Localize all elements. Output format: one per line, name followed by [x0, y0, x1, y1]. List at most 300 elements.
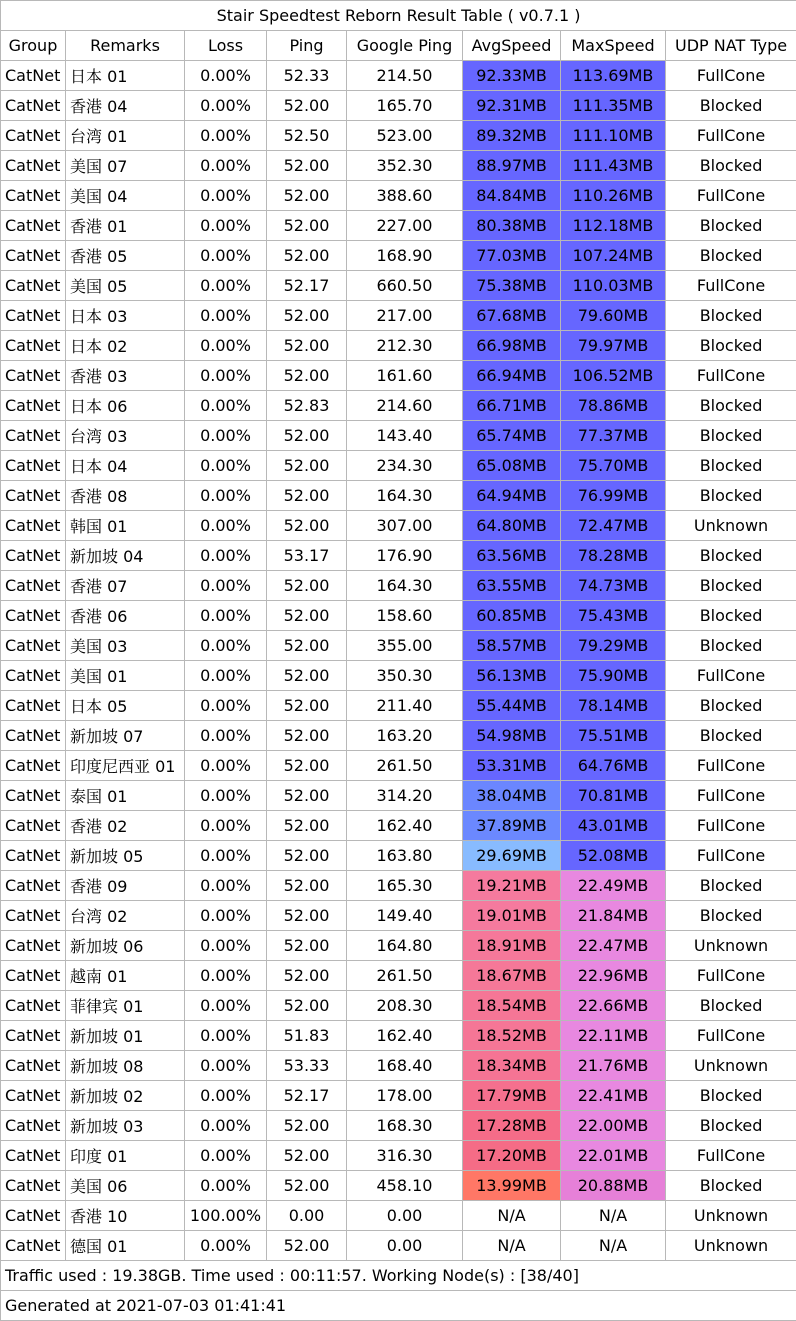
cell-avg-speed: 66.94MB [463, 361, 561, 391]
cell-ping: 52.00 [267, 751, 347, 781]
table-row [1, 781, 796, 811]
cell-loss: 0.00% [185, 541, 267, 571]
cell-loss: 0.00% [185, 91, 267, 121]
cell-max-speed: 22.11MB [561, 1021, 666, 1051]
cell-loss: 0.00% [185, 751, 267, 781]
cell-max-speed: 64.76MB [561, 751, 666, 781]
table-row [1, 571, 796, 601]
cell-loss: 0.00% [185, 871, 267, 901]
cell-group: CatNet [1, 901, 66, 931]
table-row [1, 1051, 796, 1081]
table-row [1, 751, 796, 781]
cell-group: CatNet [1, 151, 66, 181]
cell-group: CatNet [1, 61, 66, 91]
cell-loss: 0.00% [185, 901, 267, 931]
table-row [1, 391, 796, 421]
cell-udp-nat-type: FullCone [666, 751, 796, 781]
cell-max-speed: N/A [561, 1231, 666, 1261]
cell-avg-speed: 18.34MB [463, 1051, 561, 1081]
cell-ping: 52.00 [267, 1171, 347, 1201]
cell-avg-speed: 37.89MB [463, 811, 561, 841]
cell-group: CatNet [1, 661, 66, 691]
table-row [1, 331, 796, 361]
cell-group: CatNet [1, 1051, 66, 1081]
cell-google-ping: 168.30 [347, 1111, 463, 1141]
cell-max-speed: 22.00MB [561, 1111, 666, 1141]
cell-google-ping: 178.00 [347, 1081, 463, 1111]
cell-max-speed: 78.86MB [561, 391, 666, 421]
cell-avg-speed: 77.03MB [463, 241, 561, 271]
cell-max-speed: 21.84MB [561, 901, 666, 931]
cell-google-ping: 164.30 [347, 571, 463, 601]
cell-remarks: 德国 01 [66, 1231, 185, 1261]
table-row [1, 511, 796, 541]
cell-loss: 0.00% [185, 61, 267, 91]
cell-max-speed: 22.47MB [561, 931, 666, 961]
cell-group: CatNet [1, 211, 66, 241]
cell-loss: 0.00% [185, 601, 267, 631]
cell-ping: 52.00 [267, 601, 347, 631]
cell-remarks: 香港 08 [66, 481, 185, 511]
table-row [1, 1171, 796, 1201]
cell-remarks: 印度 01 [66, 1141, 185, 1171]
cell-max-speed: 70.81MB [561, 781, 666, 811]
cell-remarks: 菲律宾 01 [66, 991, 185, 1021]
cell-group: CatNet [1, 751, 66, 781]
cell-loss: 0.00% [185, 211, 267, 241]
cell-avg-speed: 65.08MB [463, 451, 561, 481]
cell-google-ping: 523.00 [347, 121, 463, 151]
cell-avg-speed: 66.71MB [463, 391, 561, 421]
cell-ping: 52.00 [267, 991, 347, 1021]
header-google-ping: Google Ping [347, 31, 463, 61]
cell-ping: 53.33 [267, 1051, 347, 1081]
cell-google-ping: 163.80 [347, 841, 463, 871]
table-row [1, 871, 796, 901]
cell-remarks: 新加坡 03 [66, 1111, 185, 1141]
cell-remarks: 泰国 01 [66, 781, 185, 811]
cell-ping: 52.00 [267, 661, 347, 691]
cell-udp-nat-type: Blocked [666, 1111, 796, 1141]
cell-group: CatNet [1, 301, 66, 331]
cell-google-ping: 227.00 [347, 211, 463, 241]
cell-avg-speed: 53.31MB [463, 751, 561, 781]
cell-avg-speed: 64.80MB [463, 511, 561, 541]
table-row [1, 1111, 796, 1141]
cell-ping: 52.00 [267, 181, 347, 211]
cell-max-speed: 78.14MB [561, 691, 666, 721]
cell-loss: 0.00% [185, 841, 267, 871]
cell-group: CatNet [1, 481, 66, 511]
cell-loss: 0.00% [185, 661, 267, 691]
table-row [1, 271, 796, 301]
cell-google-ping: 0.00 [347, 1201, 463, 1231]
cell-avg-speed: 19.01MB [463, 901, 561, 931]
cell-loss: 0.00% [185, 331, 267, 361]
cell-remarks: 日本 05 [66, 691, 185, 721]
table-row [1, 721, 796, 751]
cell-ping: 52.00 [267, 211, 347, 241]
cell-google-ping: 261.50 [347, 961, 463, 991]
cell-remarks: 日本 04 [66, 451, 185, 481]
cell-remarks: 美国 03 [66, 631, 185, 661]
cell-max-speed: 111.43MB [561, 151, 666, 181]
cell-max-speed: 52.08MB [561, 841, 666, 871]
cell-google-ping: 176.90 [347, 541, 463, 571]
cell-avg-speed: 92.31MB [463, 91, 561, 121]
cell-ping: 52.00 [267, 331, 347, 361]
cell-avg-speed: 17.28MB [463, 1111, 561, 1141]
cell-avg-speed: 63.56MB [463, 541, 561, 571]
cell-ping: 52.00 [267, 571, 347, 601]
cell-max-speed: N/A [561, 1201, 666, 1231]
cell-udp-nat-type: FullCone [666, 181, 796, 211]
cell-loss: 0.00% [185, 511, 267, 541]
cell-udp-nat-type: Blocked [666, 601, 796, 631]
cell-udp-nat-type: FullCone [666, 961, 796, 991]
cell-udp-nat-type: Blocked [666, 571, 796, 601]
cell-group: CatNet [1, 1081, 66, 1111]
cell-avg-speed: 18.52MB [463, 1021, 561, 1051]
table-row [1, 631, 796, 661]
cell-ping: 52.00 [267, 721, 347, 751]
cell-udp-nat-type: FullCone [666, 1141, 796, 1171]
cell-ping: 52.00 [267, 151, 347, 181]
cell-loss: 0.00% [185, 121, 267, 151]
cell-group: CatNet [1, 91, 66, 121]
cell-group: CatNet [1, 931, 66, 961]
cell-group: CatNet [1, 121, 66, 151]
cell-loss: 0.00% [185, 1111, 267, 1141]
cell-remarks: 新加坡 07 [66, 721, 185, 751]
cell-udp-nat-type: FullCone [666, 121, 796, 151]
cell-avg-speed: 13.99MB [463, 1171, 561, 1201]
cell-max-speed: 22.41MB [561, 1081, 666, 1111]
cell-loss: 0.00% [185, 691, 267, 721]
cell-remarks: 美国 01 [66, 661, 185, 691]
cell-loss: 0.00% [185, 451, 267, 481]
cell-udp-nat-type: FullCone [666, 841, 796, 871]
cell-loss: 0.00% [185, 1081, 267, 1111]
cell-google-ping: 158.60 [347, 601, 463, 631]
cell-udp-nat-type: Blocked [666, 691, 796, 721]
cell-remarks: 香港 05 [66, 241, 185, 271]
cell-group: CatNet [1, 271, 66, 301]
cell-avg-speed: 80.38MB [463, 211, 561, 241]
cell-remarks: 日本 01 [66, 61, 185, 91]
cell-avg-speed: 18.67MB [463, 961, 561, 991]
cell-remarks: 香港 03 [66, 361, 185, 391]
cell-ping: 52.00 [267, 451, 347, 481]
cell-group: CatNet [1, 691, 66, 721]
cell-google-ping: 143.40 [347, 421, 463, 451]
cell-group: CatNet [1, 241, 66, 271]
cell-loss: 0.00% [185, 421, 267, 451]
table-row [1, 211, 796, 241]
table-row [1, 121, 796, 151]
cell-udp-nat-type: FullCone [666, 811, 796, 841]
cell-google-ping: 0.00 [347, 1231, 463, 1261]
cell-loss: 100.00% [185, 1201, 267, 1231]
cell-remarks: 美国 07 [66, 151, 185, 181]
table-row [1, 61, 796, 91]
header-remarks: Remarks [66, 31, 185, 61]
cell-ping: 52.00 [267, 1141, 347, 1171]
header-row [1, 31, 796, 61]
cell-ping: 52.17 [267, 271, 347, 301]
table-row [1, 361, 796, 391]
cell-remarks: 台湾 02 [66, 901, 185, 931]
cell-ping: 52.00 [267, 1111, 347, 1141]
cell-udp-nat-type: Blocked [666, 421, 796, 451]
cell-udp-nat-type: Blocked [666, 301, 796, 331]
cell-max-speed: 106.52MB [561, 361, 666, 391]
cell-remarks: 韩国 01 [66, 511, 185, 541]
cell-loss: 0.00% [185, 1021, 267, 1051]
cell-group: CatNet [1, 721, 66, 751]
cell-remarks: 印度尼西亚 01 [66, 751, 185, 781]
cell-google-ping: 168.90 [347, 241, 463, 271]
cell-group: CatNet [1, 1201, 66, 1231]
cell-remarks: 新加坡 04 [66, 541, 185, 571]
cell-ping: 52.83 [267, 391, 347, 421]
cell-google-ping: 350.30 [347, 661, 463, 691]
cell-google-ping: 164.30 [347, 481, 463, 511]
cell-remarks: 香港 02 [66, 811, 185, 841]
cell-group: CatNet [1, 391, 66, 421]
cell-google-ping: 162.40 [347, 1021, 463, 1051]
cell-udp-nat-type: Blocked [666, 211, 796, 241]
cell-ping: 52.00 [267, 631, 347, 661]
cell-ping: 52.17 [267, 1081, 347, 1111]
cell-udp-nat-type: Blocked [666, 631, 796, 661]
cell-max-speed: 43.01MB [561, 811, 666, 841]
cell-udp-nat-type: Blocked [666, 331, 796, 361]
cell-group: CatNet [1, 361, 66, 391]
cell-remarks: 香港 04 [66, 91, 185, 121]
cell-remarks: 香港 01 [66, 211, 185, 241]
cell-loss: 0.00% [185, 271, 267, 301]
cell-max-speed: 22.96MB [561, 961, 666, 991]
cell-udp-nat-type: Unknown [666, 1051, 796, 1081]
cell-ping: 52.33 [267, 61, 347, 91]
header-loss: Loss [185, 31, 267, 61]
cell-group: CatNet [1, 181, 66, 211]
cell-google-ping: 164.80 [347, 931, 463, 961]
cell-google-ping: 149.40 [347, 901, 463, 931]
cell-ping: 52.00 [267, 811, 347, 841]
cell-max-speed: 111.35MB [561, 91, 666, 121]
cell-max-speed: 21.76MB [561, 1051, 666, 1081]
table-row [1, 541, 796, 571]
cell-loss: 0.00% [185, 1051, 267, 1081]
cell-udp-nat-type: Blocked [666, 241, 796, 271]
table-row [1, 1081, 796, 1111]
cell-udp-nat-type: Unknown [666, 1201, 796, 1231]
table-row [1, 811, 796, 841]
cell-google-ping: 165.70 [347, 91, 463, 121]
cell-google-ping: 352.30 [347, 151, 463, 181]
cell-max-speed: 113.69MB [561, 61, 666, 91]
cell-udp-nat-type: Blocked [666, 451, 796, 481]
cell-loss: 0.00% [185, 1141, 267, 1171]
cell-google-ping: 307.00 [347, 511, 463, 541]
cell-remarks: 台湾 03 [66, 421, 185, 451]
cell-udp-nat-type: FullCone [666, 271, 796, 301]
cell-max-speed: 112.18MB [561, 211, 666, 241]
cell-google-ping: 214.60 [347, 391, 463, 421]
cell-group: CatNet [1, 451, 66, 481]
cell-avg-speed: 65.74MB [463, 421, 561, 451]
cell-avg-speed: 18.91MB [463, 931, 561, 961]
cell-group: CatNet [1, 571, 66, 601]
header-avg-speed: AvgSpeed [463, 31, 561, 61]
cell-loss: 0.00% [185, 721, 267, 751]
cell-avg-speed: 58.57MB [463, 631, 561, 661]
cell-loss: 0.00% [185, 481, 267, 511]
cell-remarks: 新加坡 06 [66, 931, 185, 961]
cell-avg-speed: 19.21MB [463, 871, 561, 901]
cell-google-ping: 314.20 [347, 781, 463, 811]
cell-avg-speed: N/A [463, 1201, 561, 1231]
cell-remarks: 新加坡 02 [66, 1081, 185, 1111]
cell-max-speed: 75.90MB [561, 661, 666, 691]
cell-loss: 0.00% [185, 571, 267, 601]
cell-max-speed: 76.99MB [561, 481, 666, 511]
table-row [1, 1231, 796, 1261]
cell-avg-speed: 60.85MB [463, 601, 561, 631]
cell-udp-nat-type: Blocked [666, 151, 796, 181]
cell-google-ping: 316.30 [347, 1141, 463, 1171]
table-row [1, 601, 796, 631]
cell-max-speed: 110.03MB [561, 271, 666, 301]
table-row [1, 901, 796, 931]
cell-ping: 52.00 [267, 961, 347, 991]
cell-max-speed: 22.66MB [561, 991, 666, 1021]
cell-google-ping: 161.60 [347, 361, 463, 391]
table-row [1, 91, 796, 121]
cell-avg-speed: 54.98MB [463, 721, 561, 751]
cell-max-speed: 78.28MB [561, 541, 666, 571]
traffic-summary: Traffic used : 19.38GB. Time used : 00:11:57. Working Node(s) : [38/40] [1, 1261, 796, 1291]
cell-group: CatNet [1, 331, 66, 361]
cell-remarks: 新加坡 05 [66, 841, 185, 871]
cell-avg-speed: 84.84MB [463, 181, 561, 211]
cell-loss: 0.00% [185, 811, 267, 841]
header-group: Group [1, 31, 66, 61]
cell-avg-speed: 38.04MB [463, 781, 561, 811]
cell-udp-nat-type: Blocked [666, 481, 796, 511]
table-row [1, 841, 796, 871]
cell-loss: 0.00% [185, 781, 267, 811]
cell-remarks: 台湾 01 [66, 121, 185, 151]
cell-avg-speed: 67.68MB [463, 301, 561, 331]
cell-ping: 53.17 [267, 541, 347, 571]
table-row [1, 1201, 796, 1231]
table-row [1, 301, 796, 331]
cell-google-ping: 214.50 [347, 61, 463, 91]
cell-ping: 52.00 [267, 241, 347, 271]
cell-max-speed: 20.88MB [561, 1171, 666, 1201]
cell-max-speed: 75.51MB [561, 721, 666, 751]
cell-google-ping: 217.00 [347, 301, 463, 331]
cell-ping: 52.00 [267, 841, 347, 871]
generated-row [1, 1291, 796, 1321]
cell-google-ping: 388.60 [347, 181, 463, 211]
cell-avg-speed: 17.79MB [463, 1081, 561, 1111]
cell-max-speed: 107.24MB [561, 241, 666, 271]
cell-udp-nat-type: Blocked [666, 901, 796, 931]
cell-avg-speed: 55.44MB [463, 691, 561, 721]
table-row [1, 991, 796, 1021]
cell-max-speed: 74.73MB [561, 571, 666, 601]
cell-ping: 52.50 [267, 121, 347, 151]
table-row [1, 1141, 796, 1171]
cell-avg-speed: 89.32MB [463, 121, 561, 151]
cell-loss: 0.00% [185, 361, 267, 391]
cell-udp-nat-type: Blocked [666, 991, 796, 1021]
header-udp-nat-type: UDP NAT Type [666, 31, 796, 61]
cell-google-ping: 168.40 [347, 1051, 463, 1081]
cell-google-ping: 660.50 [347, 271, 463, 301]
cell-remarks: 香港 09 [66, 871, 185, 901]
cell-max-speed: 75.43MB [561, 601, 666, 631]
cell-group: CatNet [1, 961, 66, 991]
cell-udp-nat-type: FullCone [666, 661, 796, 691]
cell-remarks: 新加坡 01 [66, 1021, 185, 1051]
table-row [1, 961, 796, 991]
cell-ping: 52.00 [267, 301, 347, 331]
cell-udp-nat-type: Unknown [666, 1231, 796, 1261]
cell-ping: 52.00 [267, 1231, 347, 1261]
cell-remarks: 新加坡 08 [66, 1051, 185, 1081]
cell-remarks: 美国 05 [66, 271, 185, 301]
cell-ping: 52.00 [267, 481, 347, 511]
generated-timestamp: Generated at 2021-07-03 01:41:41 [1, 1291, 796, 1321]
cell-udp-nat-type: Blocked [666, 1081, 796, 1111]
cell-loss: 0.00% [185, 151, 267, 181]
cell-avg-speed: 56.13MB [463, 661, 561, 691]
cell-max-speed: 22.01MB [561, 1141, 666, 1171]
cell-ping: 52.00 [267, 901, 347, 931]
cell-google-ping: 261.50 [347, 751, 463, 781]
cell-ping: 52.00 [267, 511, 347, 541]
header-max-speed: MaxSpeed [561, 31, 666, 61]
table-row [1, 1021, 796, 1051]
table-row [1, 421, 796, 451]
cell-group: CatNet [1, 811, 66, 841]
cell-avg-speed: N/A [463, 1231, 561, 1261]
cell-group: CatNet [1, 781, 66, 811]
cell-max-speed: 75.70MB [561, 451, 666, 481]
cell-group: CatNet [1, 541, 66, 571]
cell-avg-speed: 29.69MB [463, 841, 561, 871]
traffic-row [1, 1261, 796, 1291]
cell-google-ping: 355.00 [347, 631, 463, 661]
cell-avg-speed: 63.55MB [463, 571, 561, 601]
cell-group: CatNet [1, 841, 66, 871]
cell-ping: 51.83 [267, 1021, 347, 1051]
cell-ping: 52.00 [267, 361, 347, 391]
cell-max-speed: 22.49MB [561, 871, 666, 901]
table-row [1, 931, 796, 961]
cell-remarks: 美国 06 [66, 1171, 185, 1201]
cell-google-ping: 458.10 [347, 1171, 463, 1201]
table-row [1, 151, 796, 181]
cell-remarks: 日本 02 [66, 331, 185, 361]
cell-loss: 0.00% [185, 1231, 267, 1261]
cell-loss: 0.00% [185, 631, 267, 661]
